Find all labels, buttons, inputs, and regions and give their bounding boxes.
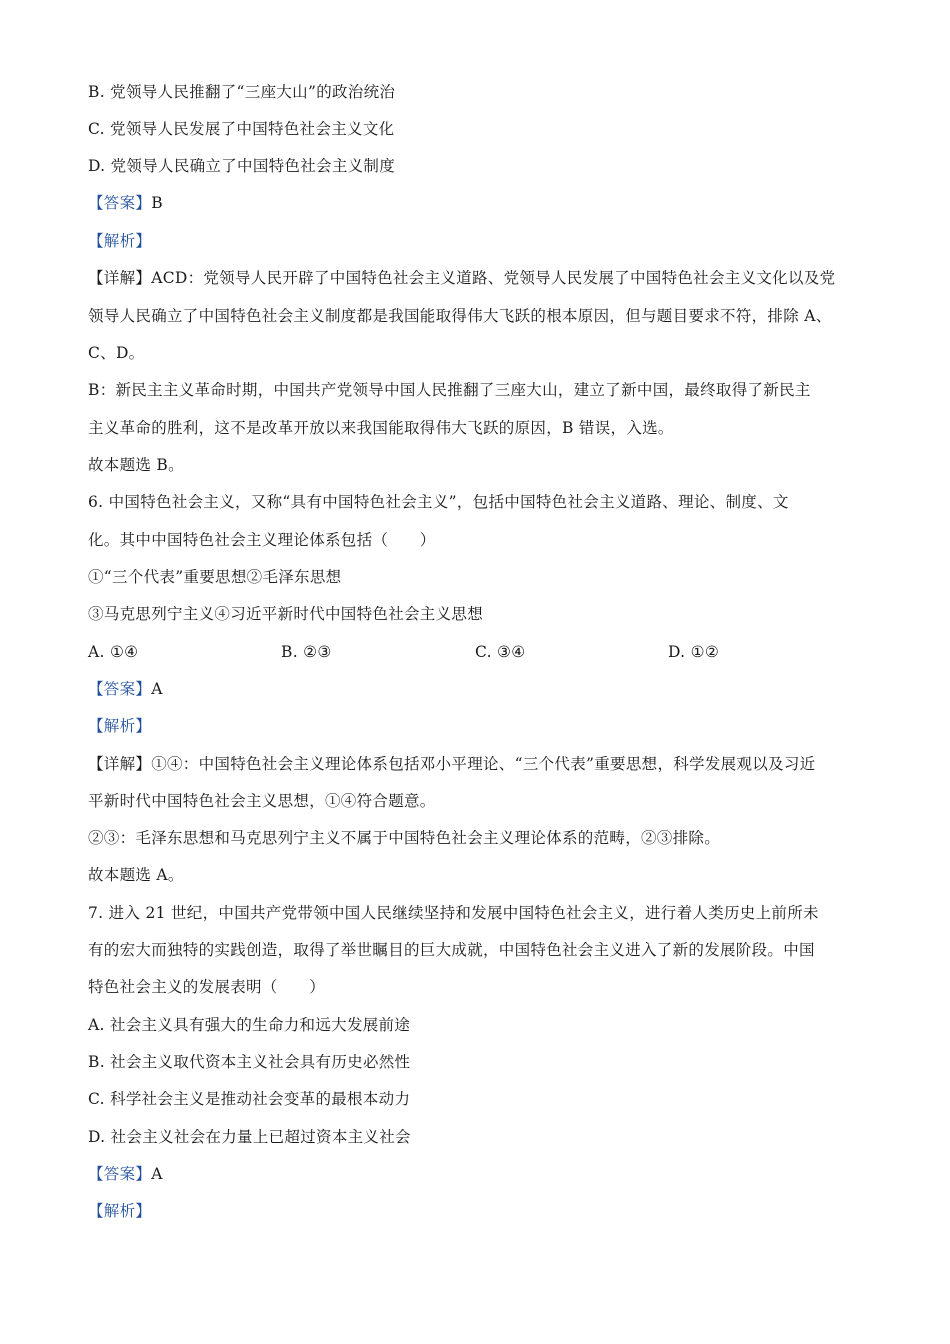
q7-stem-line-2: 有的宏大而独特的实践创造，取得了举世瞩目的巨大成就，中国特色社会主义进入了新的发展阶段。中国: [88, 941, 815, 959]
q6-conclusion: 故本题选 A。: [88, 866, 184, 884]
answer-value: B: [151, 194, 163, 212]
q6-stem-line-1: 6. 中国特色社会主义，又称“具有中国特色社会主义”，包括中国特色社会主义道路、理论、制度、文: [88, 493, 789, 511]
q5-conclusion: 故本题选 B。: [88, 456, 184, 474]
q6-detail-line-2: 平新时代中国特色社会主义思想，①④符合题意。: [88, 792, 436, 810]
q7-analysis-tag: 【解析】: [88, 1202, 152, 1220]
q7-stem-line-3: 特色社会主义的发展表明（ ）: [88, 978, 326, 996]
q6-option-c: C. ③④: [475, 643, 526, 661]
q6-analysis-tag: 【解析】: [88, 717, 152, 735]
q6-item-line-1: ①“三个代表”重要思想②毛泽东思想: [88, 568, 342, 586]
q6-option-d: D. ①②: [668, 643, 720, 661]
answer-value: A: [151, 680, 163, 698]
q6-answer: [88, 678, 878, 700]
q5-analysis-tag: 【解析】: [88, 232, 152, 250]
q6-detail-line-1: 【详解】①④：中国特色社会主义理论体系包括邓小平理论、“三个代表”重要思想，科学发展观以及习近: [88, 755, 816, 773]
q7-option-b: B. 社会主义取代资本主义社会具有历史必然性: [88, 1053, 411, 1071]
detail-tag: 【详解】: [88, 269, 152, 287]
q7-option-a: A. 社会主义具有强大的生命力和远大发展前途: [88, 1016, 411, 1034]
q5-detail-line-3: C、D。: [88, 344, 145, 362]
q5-detail-line-4: B：新民主主义革命时期，中国共产党领导中国人民推翻了三座大山，建立了新中国，最终取得了新民主: [88, 381, 811, 399]
q6-item-line-2: ③马克思列宁主义④习近平新时代中国特色社会主义思想: [88, 605, 484, 623]
q7-option-d: D. 社会主义社会在力量上已超过资本主义社会: [88, 1128, 411, 1146]
q5-option-c: C. 党领导人民发展了中国特色社会主义文化: [88, 120, 395, 138]
q6-option-b: B. ②③: [281, 643, 332, 661]
q6-options: [88, 641, 878, 663]
answer-tag: 【答案】: [88, 1165, 152, 1183]
q6-stem-line-2: 化。其中中国特色社会主义理论体系包括（ ）: [88, 531, 436, 549]
q5-detail-line-1: 【详解】ACD：党领导人民开辟了中国特色社会主义道路、党领导人民发展了中国特色社会主义文化以及党: [88, 269, 836, 287]
detail-tag: 【详解】: [88, 755, 152, 773]
q5-detail-line-5: 主义革命的胜利，这不是改革开放以来我国能取得伟大飞跃的原因，B 错误，入选。: [88, 419, 674, 437]
q5-option-b: B. 党领导人民推翻了“三座大山”的政治统治: [88, 83, 396, 101]
q5-option-d: D. 党领导人民确立了中国特色社会主义制度: [88, 157, 396, 175]
q7-stem-line-1: 7. 进入 21 世纪，中国共产党带领中国人民继续坚持和发展中国特色社会主义，进行着人类历史上前所未: [88, 904, 819, 922]
q7-option-c: C. 科学社会主义是推动社会变革的最根本动力: [88, 1090, 411, 1108]
answer-value: A: [151, 1165, 163, 1183]
q5-answer: [88, 192, 878, 214]
answer-tag: 【答案】: [88, 680, 152, 698]
q7-answer: [88, 1163, 878, 1185]
q5-detail-line-2: 领导人民确立了中国特色社会主义制度都是我国能取得伟大飞跃的根本原因，但与题目要求不符，排除 A、: [88, 307, 832, 325]
q6-option-a: A. ①④: [88, 643, 139, 661]
q6-detail-line-3: ②③：毛泽东思想和马克思列宁主义不属于中国特色社会主义理论体系的范畴，②③排除。: [88, 829, 721, 847]
answer-tag: 【答案】: [88, 194, 152, 212]
